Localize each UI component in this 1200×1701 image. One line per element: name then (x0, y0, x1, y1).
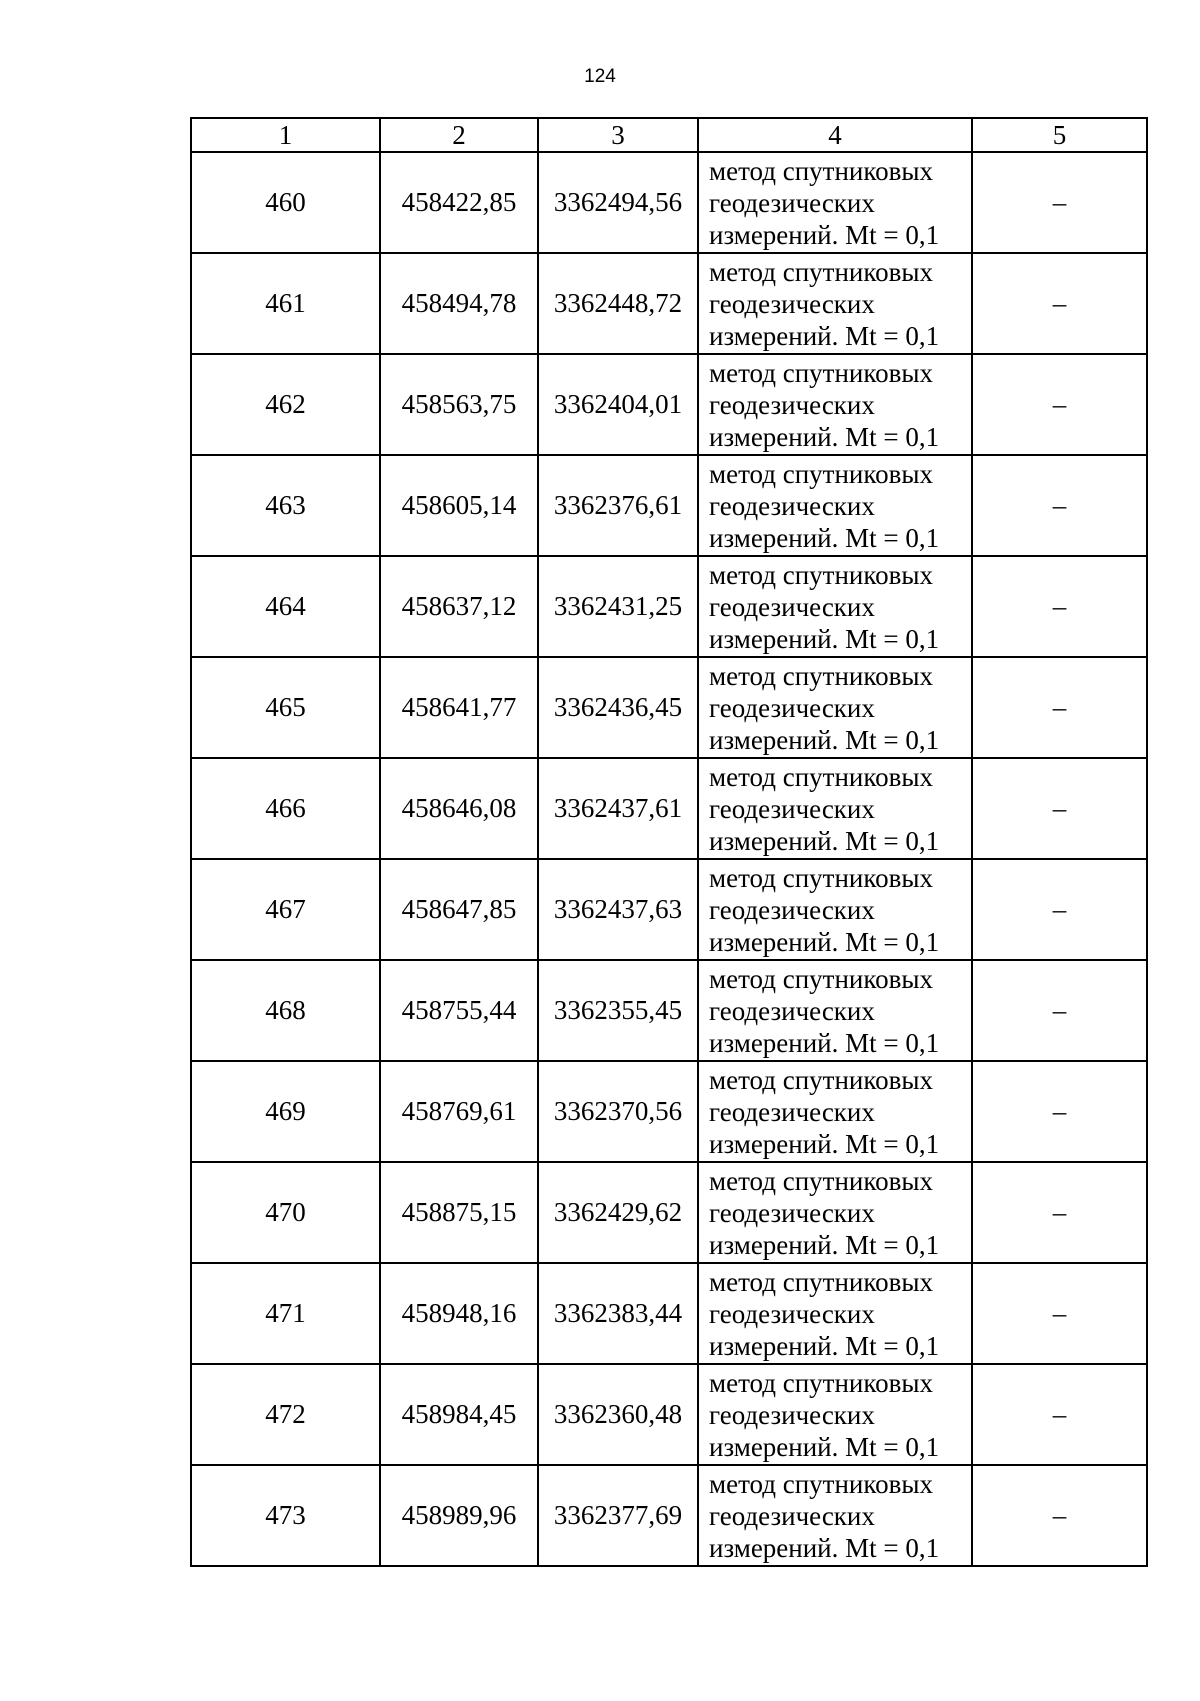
method-line: метод спутниковых (709, 1266, 933, 1297)
note-dash: – (972, 1465, 1147, 1566)
table-header-row (191, 118, 1147, 152)
method-description (698, 1162, 972, 1263)
coordinate-y: 3362377,69 (538, 1465, 698, 1566)
coordinate-x: 458948,16 (380, 1263, 538, 1364)
method-line: геодезических (709, 389, 875, 420)
note-dash: – (972, 556, 1147, 657)
column-header-5: 5 (972, 118, 1147, 152)
coordinate-x: 458769,61 (380, 1061, 538, 1162)
coordinate-x: 458646,08 (380, 758, 538, 859)
table-row (191, 354, 1147, 455)
table-row (191, 758, 1147, 859)
method-line: измерений. Mt = 0,1 (709, 926, 940, 957)
point-number: 472 (191, 1364, 380, 1465)
column-header-3: 3 (538, 118, 698, 152)
coordinate-y: 3362355,45 (538, 960, 698, 1061)
note-dash: – (972, 859, 1147, 960)
method-line: измерений. Mt = 0,1 (709, 421, 940, 452)
table-row (191, 1465, 1147, 1566)
method-line: геодезических (709, 1500, 875, 1531)
coordinates-table (190, 117, 1148, 1567)
method-description (698, 657, 972, 758)
method-line: геодезических (709, 995, 875, 1026)
note-dash: – (972, 1162, 1147, 1263)
method-description (698, 455, 972, 556)
method-line: геодезических (709, 1399, 875, 1430)
coordinate-x: 458494,78 (380, 253, 538, 354)
coordinate-y: 3362429,62 (538, 1162, 698, 1263)
method-description (698, 253, 972, 354)
table-row (191, 1263, 1147, 1364)
method-line: измерений. Mt = 0,1 (709, 219, 940, 250)
method-line: измерений. Mt = 0,1 (709, 1229, 940, 1260)
method-line: метод спутниковых (709, 1468, 933, 1499)
method-description (698, 1263, 972, 1364)
method-line: геодезических (709, 1298, 875, 1329)
method-description (698, 1465, 972, 1566)
table-row (191, 859, 1147, 960)
coordinate-y: 3362437,61 (538, 758, 698, 859)
note-dash: – (972, 960, 1147, 1061)
method-line: метод спутниковых (709, 155, 933, 186)
table-row (191, 253, 1147, 354)
method-line: метод спутниковых (709, 963, 933, 994)
coordinate-x: 458984,45 (380, 1364, 538, 1465)
point-number: 462 (191, 354, 380, 455)
coordinate-x: 458637,12 (380, 556, 538, 657)
coordinate-x: 458422,85 (380, 152, 538, 253)
method-description (698, 960, 972, 1061)
point-number: 469 (191, 1061, 380, 1162)
method-line: метод спутниковых (709, 1165, 933, 1196)
table-row (191, 1061, 1147, 1162)
method-line: измерений. Mt = 0,1 (709, 825, 940, 856)
method-line: измерений. Mt = 0,1 (709, 1027, 940, 1058)
point-number: 473 (191, 1465, 380, 1566)
method-line: метод спутниковых (709, 761, 933, 792)
coordinate-y: 3362431,25 (538, 556, 698, 657)
method-line: измерений. Mt = 0,1 (709, 1330, 940, 1361)
coordinate-y: 3362370,56 (538, 1061, 698, 1162)
table-row (191, 556, 1147, 657)
column-header-1: 1 (191, 118, 380, 152)
column-header-4: 4 (698, 118, 972, 152)
point-number: 460 (191, 152, 380, 253)
method-line: геодезических (709, 187, 875, 218)
point-number: 466 (191, 758, 380, 859)
note-dash: – (972, 657, 1147, 758)
note-dash: – (972, 758, 1147, 859)
method-line: измерений. Mt = 0,1 (709, 623, 940, 654)
method-line: измерений. Mt = 0,1 (709, 1128, 940, 1159)
method-description (698, 1061, 972, 1162)
method-description (698, 556, 972, 657)
method-line: метод спутниковых (709, 862, 933, 893)
coordinate-y: 3362436,45 (538, 657, 698, 758)
column-header-2: 2 (380, 118, 538, 152)
point-number: 467 (191, 859, 380, 960)
method-line: геодезических (709, 490, 875, 521)
coordinate-x: 458875,15 (380, 1162, 538, 1263)
method-description (698, 1364, 972, 1465)
method-line: измерений. Mt = 0,1 (709, 1431, 940, 1462)
method-description (698, 354, 972, 455)
method-line: метод спутниковых (709, 458, 933, 489)
note-dash: – (972, 152, 1147, 253)
method-line: метод спутниковых (709, 256, 933, 287)
method-line: измерений. Mt = 0,1 (709, 724, 940, 755)
point-number: 468 (191, 960, 380, 1061)
point-number: 464 (191, 556, 380, 657)
method-description (698, 758, 972, 859)
coordinate-x: 458563,75 (380, 354, 538, 455)
method-line: измерений. Mt = 0,1 (709, 522, 940, 553)
point-number: 471 (191, 1263, 380, 1364)
coordinate-y: 3362404,01 (538, 354, 698, 455)
method-line: метод спутниковых (709, 660, 933, 691)
table-body (191, 152, 1147, 1566)
note-dash: – (972, 455, 1147, 556)
table-row (191, 657, 1147, 758)
method-description (698, 152, 972, 253)
method-line: метод спутниковых (709, 1367, 933, 1398)
method-line: измерений. Mt = 0,1 (709, 1532, 940, 1563)
coordinate-y: 3362437,63 (538, 859, 698, 960)
page-number: 124 (584, 66, 616, 87)
method-line: метод спутниковых (709, 1064, 933, 1095)
coordinate-x: 458755,44 (380, 960, 538, 1061)
coordinate-y: 3362360,48 (538, 1364, 698, 1465)
coordinate-y: 3362383,44 (538, 1263, 698, 1364)
table-row (191, 1162, 1147, 1263)
table-row (191, 152, 1147, 253)
coordinate-x: 458641,77 (380, 657, 538, 758)
coordinate-y: 3362494,56 (538, 152, 698, 253)
method-line: геодезических (709, 793, 875, 824)
point-number: 465 (191, 657, 380, 758)
point-number: 463 (191, 455, 380, 556)
coordinate-y: 3362448,72 (538, 253, 698, 354)
table-row (191, 455, 1147, 556)
method-line: геодезических (709, 288, 875, 319)
method-line: метод спутниковых (709, 357, 933, 388)
note-dash: – (972, 1263, 1147, 1364)
coordinate-x: 458989,96 (380, 1465, 538, 1566)
note-dash: – (972, 253, 1147, 354)
coordinate-y: 3362376,61 (538, 455, 698, 556)
method-line: геодезических (709, 894, 875, 925)
coordinate-x: 458647,85 (380, 859, 538, 960)
method-line: геодезических (709, 692, 875, 723)
note-dash: – (972, 1364, 1147, 1465)
point-number: 461 (191, 253, 380, 354)
table-row (191, 960, 1147, 1061)
method-line: геодезических (709, 1197, 875, 1228)
note-dash: – (972, 1061, 1147, 1162)
method-line: геодезических (709, 1096, 875, 1127)
note-dash: – (972, 354, 1147, 455)
method-line: измерений. Mt = 0,1 (709, 320, 940, 351)
method-line: метод спутниковых (709, 559, 933, 590)
point-number: 470 (191, 1162, 380, 1263)
method-description (698, 859, 972, 960)
coordinate-x: 458605,14 (380, 455, 538, 556)
method-line: геодезических (709, 591, 875, 622)
table-row (191, 1364, 1147, 1465)
